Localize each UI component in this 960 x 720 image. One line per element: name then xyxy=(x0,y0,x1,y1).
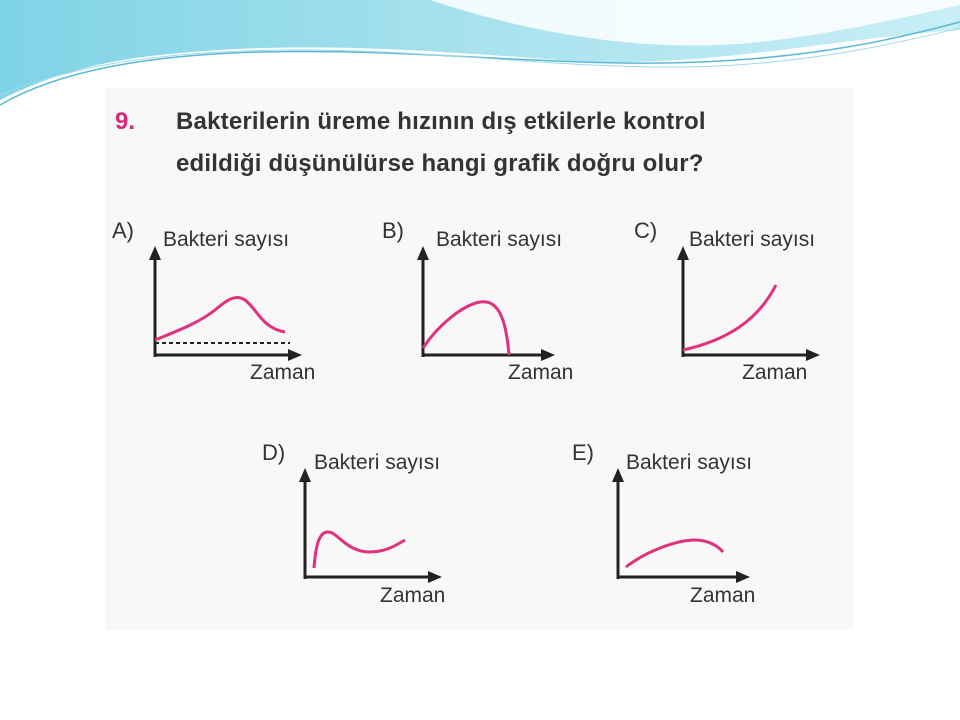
option-a-xlabel: Zaman xyxy=(250,361,316,384)
option-c-curve xyxy=(683,285,776,350)
question-text-line-2: edildiği düşünülürse hangi grafik doğru olur? xyxy=(176,150,704,177)
option-c-xlabel: Zaman xyxy=(742,361,808,384)
option-b-letter: B) xyxy=(382,218,404,243)
option-d-graph xyxy=(290,462,450,587)
option-e-letter: E) xyxy=(572,440,594,465)
option-b-graph xyxy=(408,240,568,365)
question-text-line-1: Bakterilerin üreme hızının dış etkilerle kontrol xyxy=(176,108,706,135)
option-d-ylabel: Bakteri sayısı xyxy=(314,451,441,474)
option-b-curve xyxy=(423,302,509,355)
option-e-ylabel: Bakteri sayısı xyxy=(626,451,753,474)
option-a-graph xyxy=(140,240,310,365)
option-e-xlabel: Zaman xyxy=(690,584,756,607)
option-c-graph xyxy=(668,240,833,365)
option-e-curve xyxy=(626,540,723,567)
option-d-axes xyxy=(299,468,442,583)
option-d-letter: D) xyxy=(262,440,286,465)
option-b-xlabel: Zaman xyxy=(508,361,574,384)
option-d-xlabel: Zaman xyxy=(380,584,446,607)
option-e-axes xyxy=(612,468,750,583)
option-c-letter: C) xyxy=(634,218,658,243)
option-a-curve xyxy=(155,297,285,340)
option-e-graph xyxy=(603,462,763,587)
option-c-ylabel: Bakteri sayısı xyxy=(689,228,816,251)
option-b-axes xyxy=(417,246,555,361)
option-a-letter: A) xyxy=(112,218,134,243)
option-d-curve xyxy=(314,532,405,568)
question-number: 9. xyxy=(115,108,136,135)
option-b-ylabel: Bakteri sayısı xyxy=(436,228,563,251)
option-c-axes xyxy=(677,246,820,361)
option-a-ylabel: Bakteri sayısı xyxy=(163,228,290,251)
